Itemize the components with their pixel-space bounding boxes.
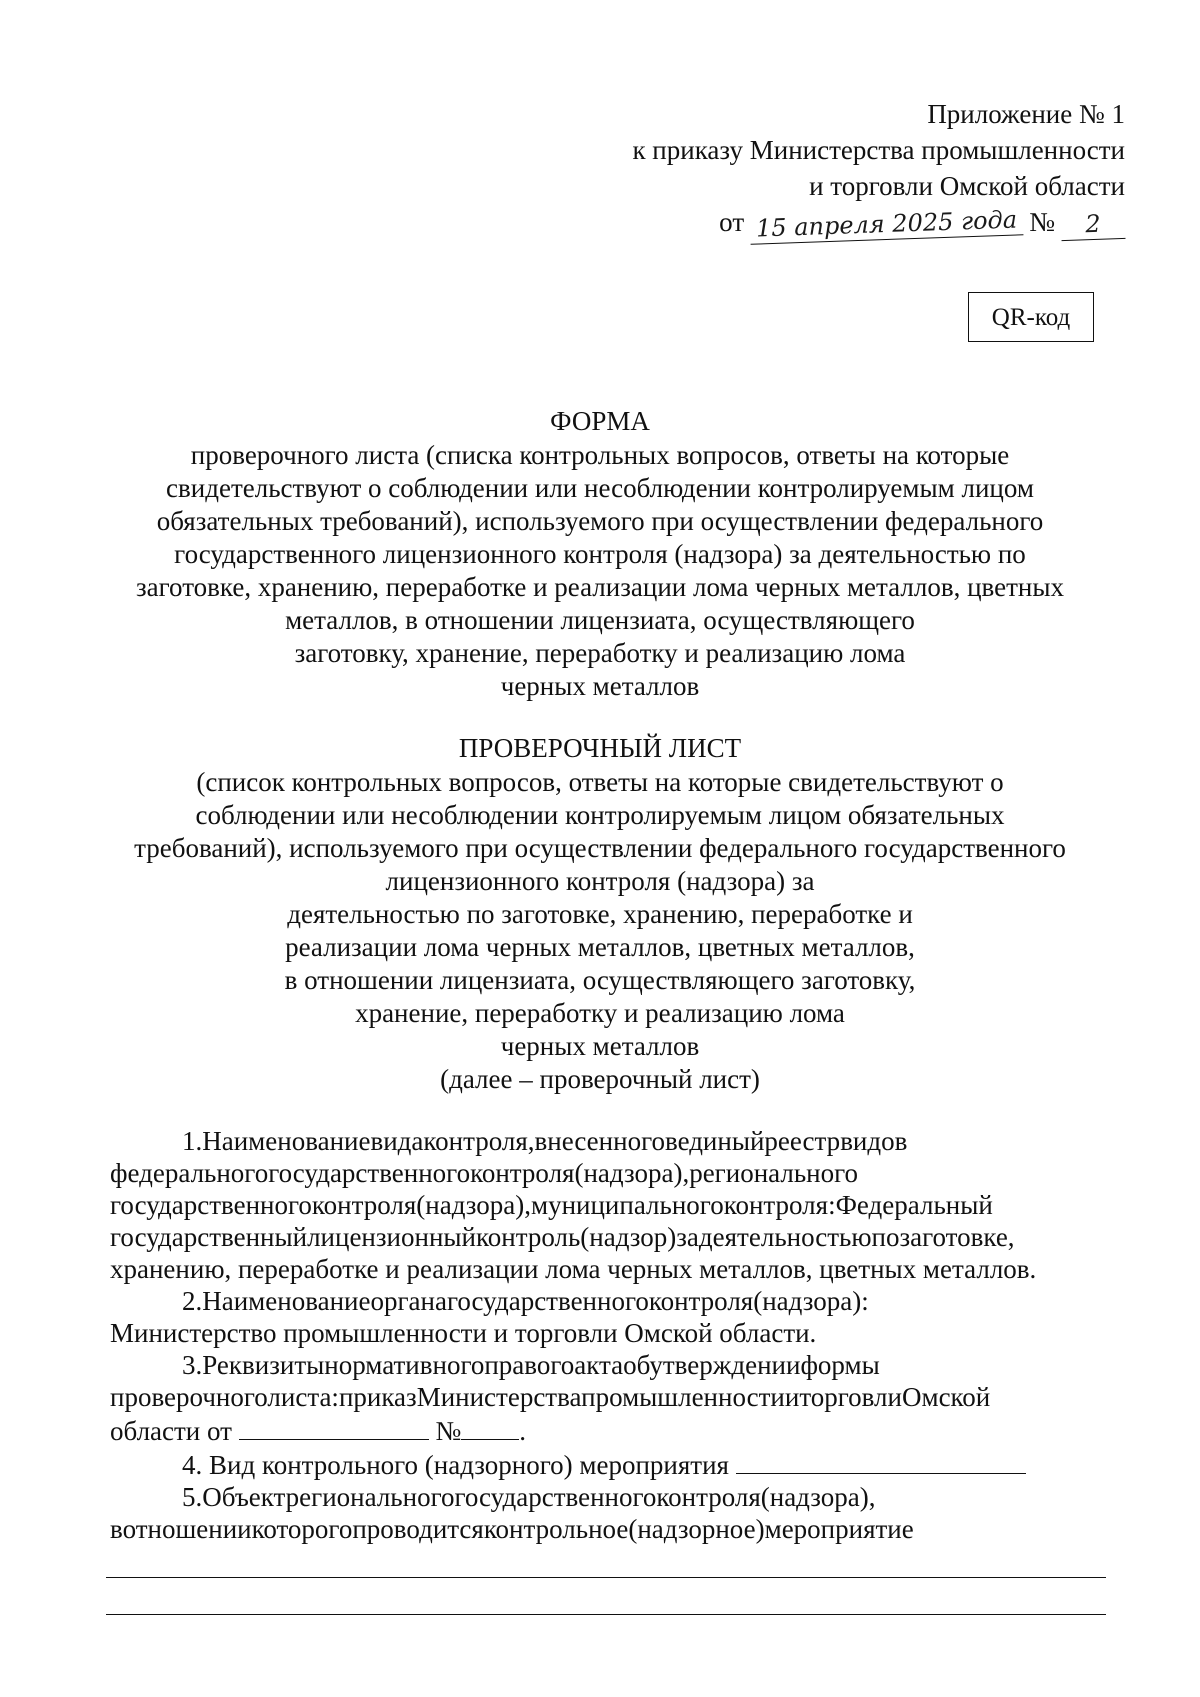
inspection-type-blank[interactable] bbox=[736, 1447, 1026, 1474]
item-3-line-3 bbox=[110, 1413, 1122, 1447]
item-1-line: государственныйлицензионныйконтроль(надзор)задеятельностьюпозаготовке, bbox=[110, 1222, 1015, 1252]
checklist-title-line: требований), используемого при осуществлении федерального государственного bbox=[134, 833, 1066, 863]
form-title-line: государственного лицензионного контроля (надзора) за деятельностью по bbox=[174, 539, 1026, 569]
checklist-title-line: реализации лома черных металлов, цветных металлов, bbox=[285, 932, 915, 962]
item-1 bbox=[110, 1125, 1122, 1285]
form-title-line: заготовку, хранение, переработку и реализацию лома bbox=[294, 638, 906, 668]
item-2-line: Министерство промышленности и торговли Омской области. bbox=[110, 1318, 817, 1348]
form-heading: ФОРМА bbox=[550, 406, 650, 436]
item-3-line: проверочноголиста:приказМинистерствапромышленностииторговлиОмской bbox=[110, 1382, 991, 1412]
order-date-blank[interactable] bbox=[239, 1413, 429, 1440]
form-title-line: заготовке, хранению, переработке и реализации лома черных металлов, цветных bbox=[136, 572, 1064, 602]
order-number-blank[interactable] bbox=[461, 1413, 519, 1440]
order-date-label: области от bbox=[110, 1416, 232, 1446]
appendix-authority: и торговли Омской области bbox=[809, 171, 1125, 201]
checklist-title-line: хранение, переработку и реализацию лома bbox=[355, 998, 845, 1028]
checklist-heading: ПРОВЕРОЧНЫЙ ЛИСТ bbox=[458, 733, 742, 763]
checklist-title-line: соблюдении или несоблюдении контролируемым лицом обязательных bbox=[195, 800, 1005, 830]
form-title-block bbox=[90, 403, 1110, 703]
item-3-line: 3.Реквизитынормативногоправогоактаобутвержденииформы bbox=[182, 1350, 880, 1380]
checklist-title-line: черных металлов bbox=[500, 1031, 700, 1061]
checklist-title-line: деятельностью по заготовке, хранению, переработке и bbox=[287, 899, 913, 929]
item-1-line: хранению, переработке и реализации лома черных металлов, цветных металлов. bbox=[110, 1254, 1037, 1284]
item-2 bbox=[110, 1285, 1122, 1349]
form-title-line: черных металлов bbox=[500, 671, 700, 701]
appendix-number: Приложение № 1 bbox=[927, 99, 1125, 129]
form-title-line: металлов, в отношении лицензиата, осуществляющего bbox=[285, 605, 915, 635]
handwritten-date: 15 апреля 2025 года bbox=[750, 204, 1024, 245]
order-number-label: № bbox=[435, 1416, 462, 1446]
item-5 bbox=[110, 1481, 1122, 1545]
date-prefix: от bbox=[719, 207, 745, 237]
qr-code-placeholder: QR-код bbox=[968, 292, 1094, 342]
item-3 bbox=[110, 1349, 1122, 1447]
handwritten-number: 2 bbox=[1060, 208, 1125, 241]
object-fill-line-1[interactable] bbox=[106, 1577, 1106, 1578]
checklist-title-line: (далее – проверочный лист) bbox=[440, 1064, 760, 1094]
form-title-line: свидетельствуют о соблюдении или несоблюдении контролируемым лицом bbox=[166, 473, 1034, 503]
checklist-title-line: лицензионного контроля (надзора) за bbox=[385, 866, 815, 896]
checklist-title-line: в отношении лицензиата, осуществляющего заготовку, bbox=[284, 965, 916, 995]
order-date-line bbox=[719, 204, 1125, 243]
checklist-items bbox=[110, 1125, 1122, 1545]
item-1-line: 1.Наименованиевидаконтроля,внесенноговединыйреестрвидов bbox=[182, 1126, 908, 1156]
appendix-header bbox=[565, 96, 1125, 243]
period: . bbox=[519, 1416, 526, 1446]
checklist-title-line: (список контрольных вопросов, ответы на которые свидетельствуют о bbox=[196, 767, 1004, 797]
item-1-line: федеральногогосударственногоконтроля(надзора),регионального bbox=[110, 1158, 859, 1188]
item-5-line: 5.Объектрегиональногогосударственногоконтроля(надзора), bbox=[182, 1482, 876, 1512]
form-title-line: проверочного листа (списка контрольных вопросов, ответы на которые bbox=[190, 440, 1010, 470]
item-4 bbox=[110, 1447, 1122, 1481]
number-label: № bbox=[1029, 207, 1055, 237]
checklist-title-block bbox=[90, 730, 1110, 1096]
object-fill-line-2[interactable] bbox=[106, 1614, 1106, 1615]
appendix-order-ref: к приказу Министерства промышленности bbox=[632, 135, 1125, 165]
form-title-line: обязательных требований), используемого при осуществлении федерального bbox=[156, 506, 1044, 536]
inspection-type-label: 4. Вид контрольного (надзорного) мероприятия bbox=[182, 1450, 729, 1480]
item-2-line: 2.Наименованиеорганагосударственногоконтроля(надзора): bbox=[182, 1286, 869, 1316]
item-1-line: государственногоконтроля(надзора),муниципальногоконтроля:Федеральный bbox=[110, 1190, 993, 1220]
item-4-line bbox=[110, 1447, 1122, 1481]
item-5-line: вотношениикоторогопроводитсяконтрольное(надзорное)мероприятие bbox=[110, 1514, 914, 1544]
